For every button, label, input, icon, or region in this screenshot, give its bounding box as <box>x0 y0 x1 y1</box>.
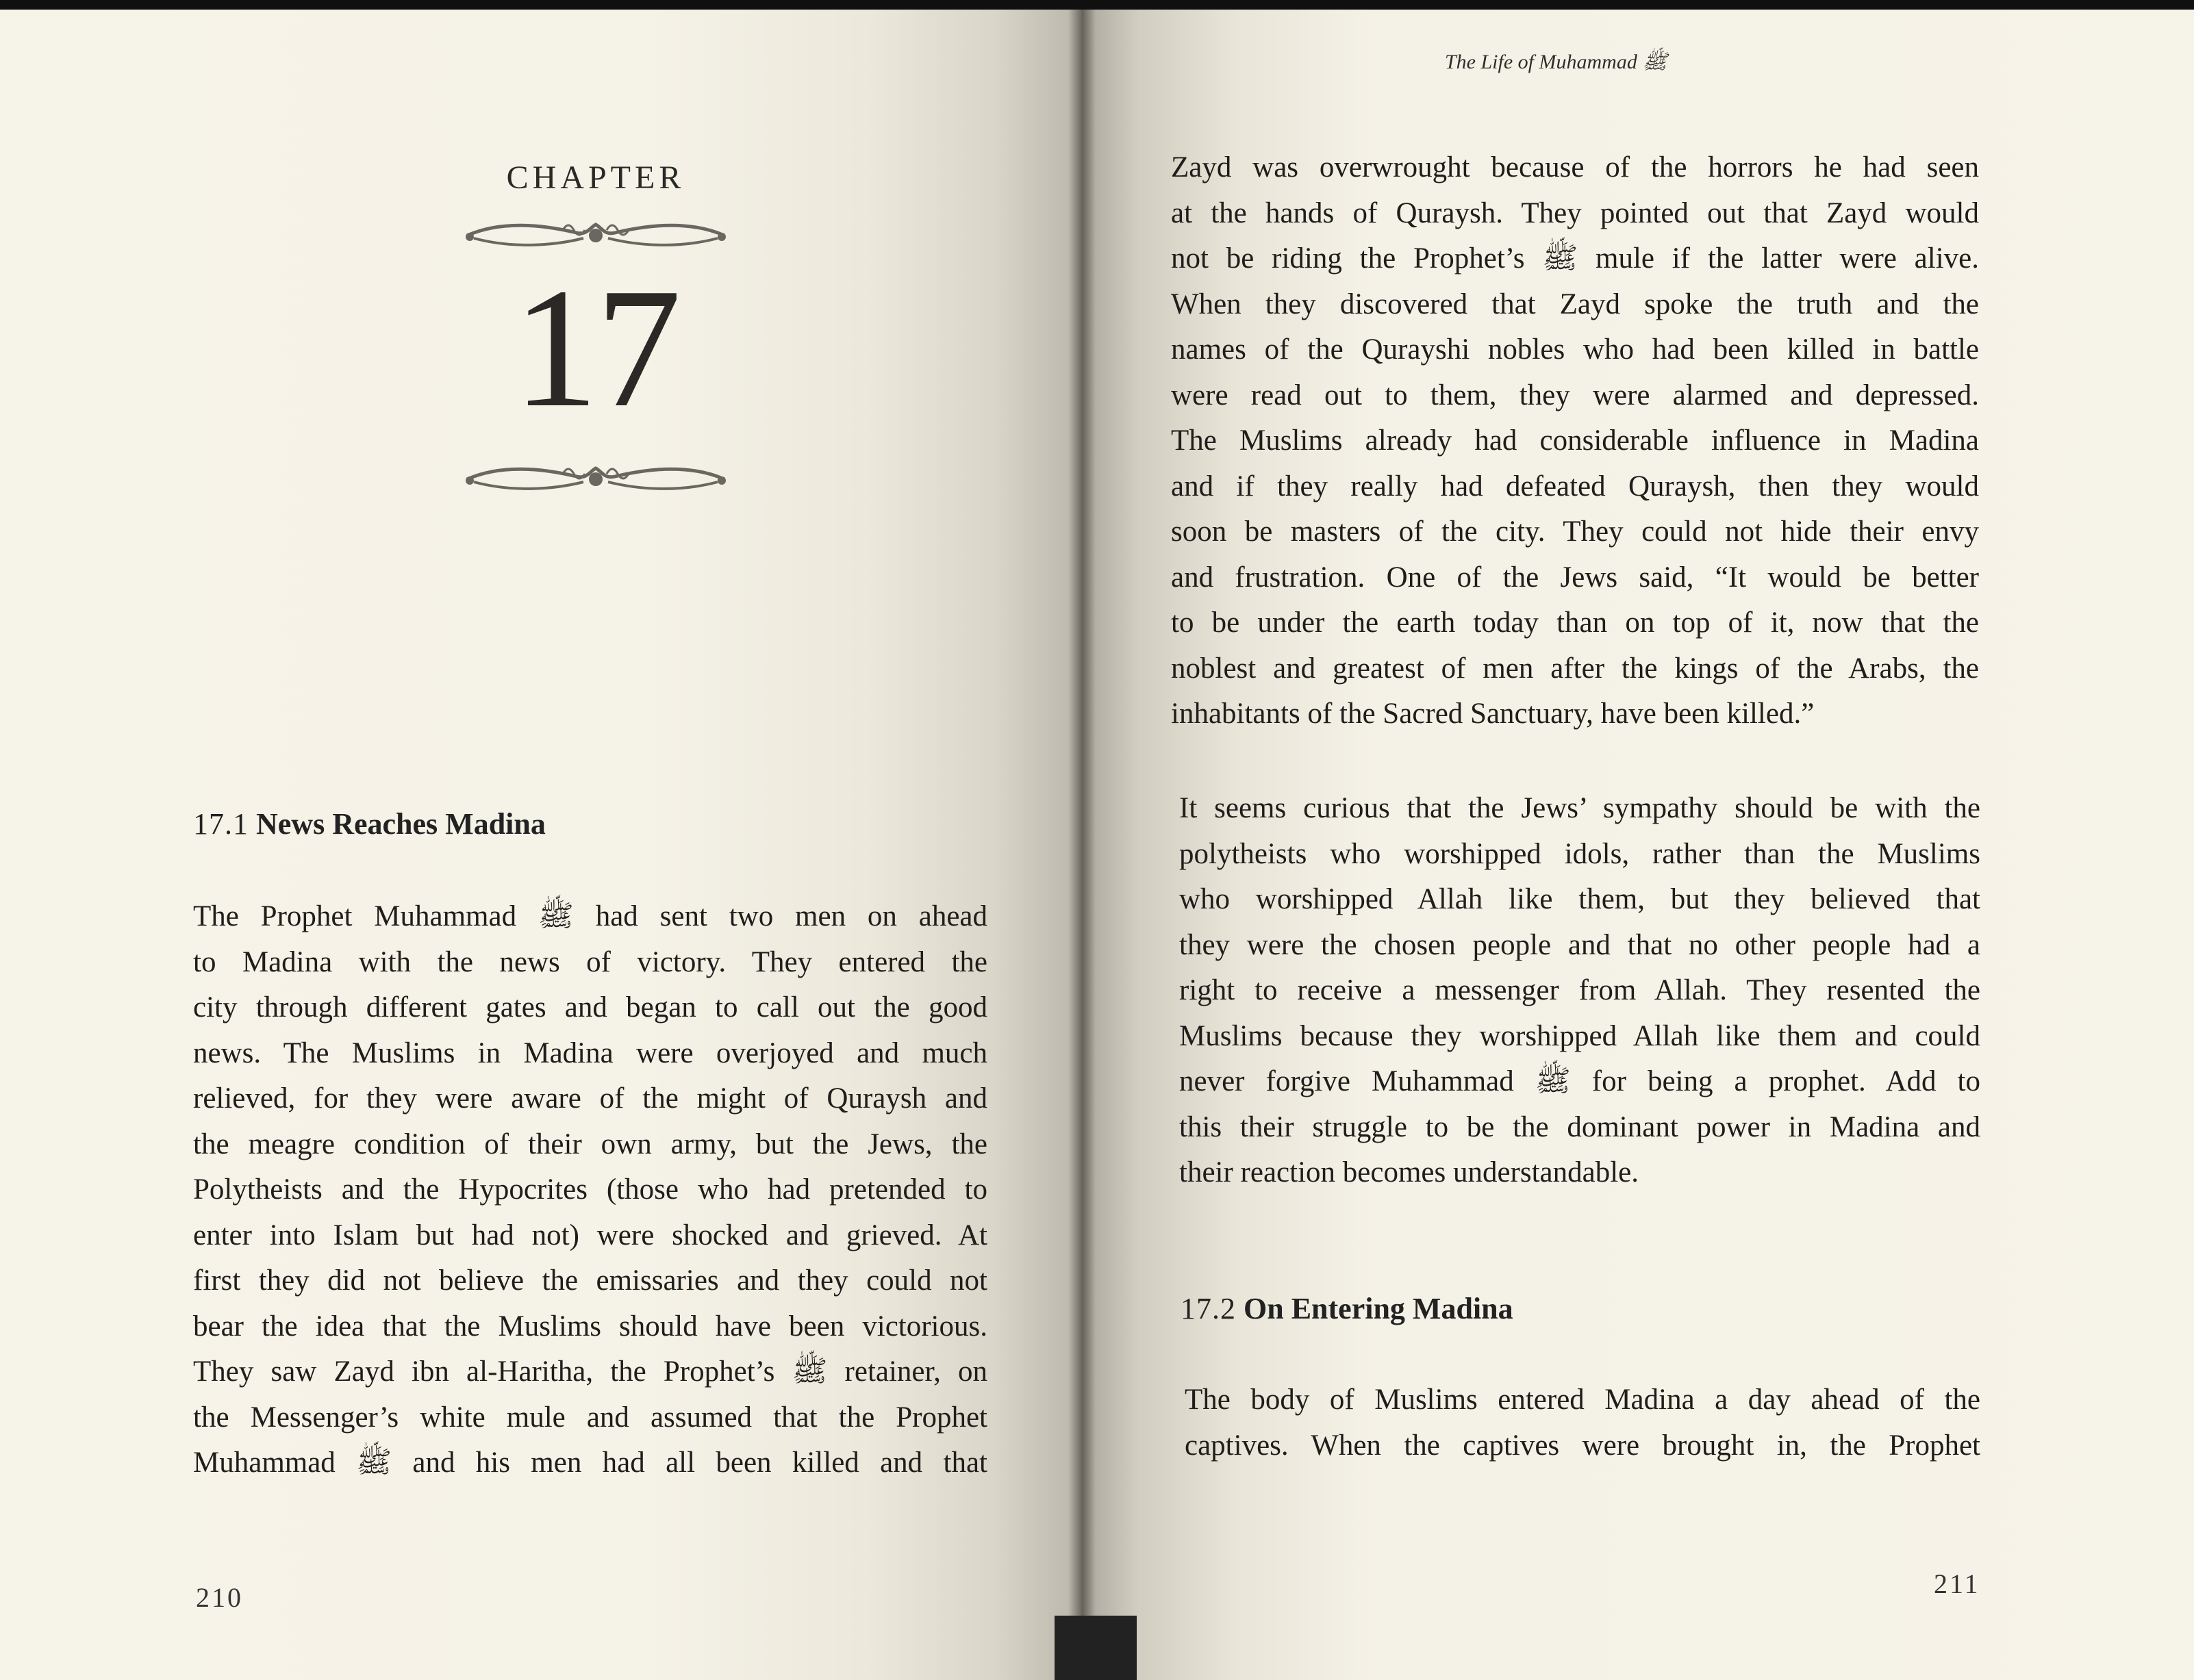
text-line: to be under the earth today than on top of it, now that the <box>1171 607 1979 639</box>
text-line: and frustration. One of the Jews said, “It would be better <box>1171 561 1979 594</box>
running-header: The Life of Muhammad ﷺ <box>1445 51 1667 73</box>
text-line: they were the chosen people and that no other people had a <box>1179 928 1980 961</box>
text-line: noblest and greatest of men after the kings of the Arabs, the <box>1171 652 1979 685</box>
right-paragraph-3 <box>1185 1377 1980 1468</box>
text-line: When they discovered that Zayd spoke the truth and the <box>1171 288 1979 320</box>
text-line: not be riding the Prophet’s ﷺ mule if the latter were alive. <box>1171 242 1979 275</box>
text-line: bear the idea that the Muslims should have been victorious. <box>193 1310 987 1342</box>
section-heading-17-2 <box>1181 1291 1513 1326</box>
left-page <box>0 10 1082 1680</box>
text-line: to Madina with the news of victory. They entered the <box>193 945 987 978</box>
text-line: They saw Zayd ibn al-Haritha, the Prophet’s ﷺ retainer, on <box>193 1356 987 1388</box>
section-number: 17.1 <box>193 807 249 841</box>
text-line: the Messenger’s white mule and assumed that the Prophet <box>193 1401 987 1434</box>
ornament-divider-bottom <box>460 459 731 497</box>
text-line: Polytheists and the Hypocrites (those who had pretended to <box>193 1173 987 1206</box>
text-line: names of the Qurayshi nobles who had been killed in battle <box>1171 333 1979 366</box>
text-line: inhabitants of the Sacred Sanctuary, have been killed.” <box>1171 698 1815 730</box>
text-line: Zayd was overwrought because of the horrors he had seen <box>1171 151 1979 183</box>
text-line: their reaction becomes understandable. <box>1179 1156 1639 1188</box>
text-line: were read out to them, they were alarmed and depressed. <box>1171 379 1979 411</box>
right-paragraph-2 <box>1179 786 1980 1196</box>
text-line: news. The Muslims in Madina were overjoyed and much <box>193 1036 987 1069</box>
chapter-label: CHAPTER <box>506 160 685 196</box>
text-line: relieved, for they were aware of the might of Quraysh and <box>193 1082 987 1115</box>
text-line: this their struggle to be the dominant power in Madina and <box>1179 1110 1980 1143</box>
text-line: at the hands of Quraysh. They pointed out that Zayd would <box>1171 196 1979 229</box>
text-line: The body of Muslims entered Madina a day ahead of the <box>1185 1384 1980 1416</box>
chapter-number: 17 <box>513 253 679 443</box>
page-number-left: 210 <box>196 1582 243 1613</box>
book-gutter <box>1068 10 1096 1680</box>
text-line: polytheists who worshipped idols, rather than the Muslims <box>1179 837 1980 870</box>
text-line: Muslims because they worshipped Allah like them and could <box>1179 1019 1980 1052</box>
text-line: Muhammad ﷺ and his men had all been killed and that <box>193 1447 987 1479</box>
left-body-text <box>193 894 987 1486</box>
text-line: soon be masters of the city. They could not hide their envy <box>1171 516 1979 548</box>
book-top-edge <box>0 0 2194 10</box>
text-line: and if they really had defeated Quraysh, then they would <box>1171 470 1979 502</box>
text-line: The Prophet Muhammad ﷺ had sent two men on ahead <box>193 900 988 932</box>
section-title: On Entering Madina <box>1244 1292 1513 1325</box>
text-line: the meagre condition of their own army, but the Jews, the <box>193 1128 987 1160</box>
section-number: 17.2 <box>1181 1292 1236 1325</box>
spine-shadow <box>1055 1616 1137 1680</box>
text-line: first they did not believe the emissaries and they could not <box>193 1264 987 1297</box>
text-line: It seems curious that the Jews’ sympathy should be with the <box>1179 792 1980 824</box>
text-line: right to receive a messenger from Allah. They resented the <box>1179 974 1980 1006</box>
text-line: The Muslims already had considerable influence in Madina <box>1171 424 1979 457</box>
text-line: never forgive Muhammad ﷺ for being a prophet. Add to <box>1179 1065 1980 1097</box>
ornament-divider-top <box>460 215 731 253</box>
text-line: enter into Islam but had not) were shocked and grieved. At <box>193 1219 987 1251</box>
text-line: who worshipped Allah like them, but they believed that <box>1179 883 1980 915</box>
text-line: captives. When the captives were brought in, the Prophet <box>1185 1429 1980 1462</box>
page-number-right: 211 <box>1934 1568 1980 1599</box>
right-paragraph-1 <box>1171 145 1979 737</box>
section-heading-17-1 <box>193 806 546 841</box>
section-title: News Reaches Madina <box>256 807 546 841</box>
text-line: city through different gates and began to call out the good <box>193 991 987 1023</box>
